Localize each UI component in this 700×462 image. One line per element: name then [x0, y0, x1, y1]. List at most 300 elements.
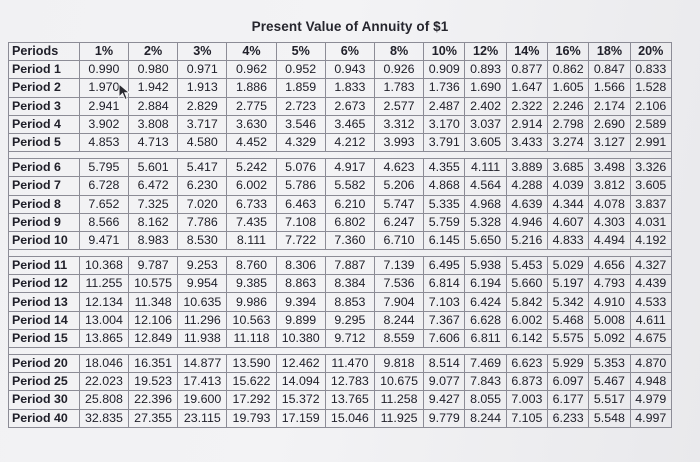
factor-cell: 3.717 — [178, 115, 227, 133]
factor-cell: 5.206 — [374, 177, 423, 195]
factor-cell: 0.926 — [374, 61, 423, 79]
factor-cell: 3.127 — [589, 133, 630, 151]
factor-cell: 5.467 — [589, 373, 630, 391]
factor-cell: 0.980 — [129, 61, 178, 79]
factor-cell: 7.904 — [374, 293, 423, 311]
factor-cell: 4.192 — [630, 231, 671, 249]
factor-cell: 12.783 — [325, 373, 374, 391]
factor-cell: 13.765 — [325, 391, 374, 409]
factor-cell: 4.564 — [465, 177, 506, 195]
annuity-table — [8, 42, 672, 428]
periods-column-header: Periods — [9, 43, 80, 61]
factor-cell: 4.979 — [630, 391, 671, 409]
factor-cell: 3.630 — [227, 115, 276, 133]
factor-cell: 2.322 — [506, 97, 547, 115]
factor-cell: 0.952 — [276, 61, 325, 79]
factor-cell: 0.962 — [227, 61, 276, 79]
factor-cell: 7.108 — [276, 213, 325, 231]
factor-cell: 13.865 — [79, 329, 128, 347]
factor-cell: 6.247 — [374, 213, 423, 231]
factor-cell: 6.873 — [506, 373, 547, 391]
factor-cell: 11.255 — [79, 275, 128, 293]
factor-cell: 7.003 — [506, 391, 547, 409]
factor-cell: 9.899 — [276, 311, 325, 329]
factor-cell: 5.353 — [589, 355, 630, 373]
factor-cell: 3.605 — [630, 177, 671, 195]
period-label: Period 7 — [9, 177, 80, 195]
factor-cell: 9.954 — [178, 275, 227, 293]
factor-cell: 6.463 — [276, 195, 325, 213]
factor-cell: 17.292 — [227, 391, 276, 409]
factor-cell: 3.433 — [506, 133, 547, 151]
period-label: Period 13 — [9, 293, 80, 311]
factor-cell: 6.230 — [178, 177, 227, 195]
factor-cell: 6.002 — [506, 311, 547, 329]
table-row — [9, 79, 672, 97]
factor-cell: 9.427 — [424, 391, 465, 409]
factor-cell: 2.402 — [465, 97, 506, 115]
period-label: Period 11 — [9, 257, 80, 275]
factor-cell: 3.274 — [548, 133, 589, 151]
factor-cell: 4.656 — [589, 257, 630, 275]
factor-cell: 2.775 — [227, 97, 276, 115]
rate-column-header: 12% — [465, 43, 506, 61]
table-row — [9, 159, 672, 177]
factor-cell: 7.887 — [325, 257, 374, 275]
factor-cell: 6.145 — [424, 231, 465, 249]
factor-cell: 5.929 — [548, 355, 589, 373]
factor-cell: 3.326 — [630, 159, 671, 177]
table-row — [9, 373, 672, 391]
rate-column-header: 5% — [276, 43, 325, 61]
factor-cell: 3.812 — [589, 177, 630, 195]
factor-cell: 8.244 — [374, 311, 423, 329]
mouse-pointer-icon — [118, 83, 132, 101]
factor-cell: 5.660 — [506, 275, 547, 293]
table-row — [9, 61, 672, 79]
factor-cell: 4.329 — [276, 133, 325, 151]
factor-cell: 9.385 — [227, 275, 276, 293]
factor-cell: 22.023 — [79, 373, 128, 391]
factor-cell: 12.462 — [276, 355, 325, 373]
factor-cell: 5.786 — [276, 177, 325, 195]
factor-cell: 4.580 — [178, 133, 227, 151]
factor-cell: 0.877 — [506, 61, 547, 79]
factor-cell: 9.779 — [424, 409, 465, 427]
factor-cell: 3.902 — [79, 115, 128, 133]
factor-cell: 4.853 — [79, 133, 128, 151]
factor-cell: 4.870 — [630, 355, 671, 373]
factor-cell: 1.783 — [374, 79, 423, 97]
factor-cell: 9.394 — [276, 293, 325, 311]
factor-cell: 5.468 — [548, 311, 589, 329]
period-label: Period 9 — [9, 213, 80, 231]
factor-cell: 9.787 — [129, 257, 178, 275]
factor-cell: 4.639 — [506, 195, 547, 213]
period-label: Period 20 — [9, 355, 80, 373]
factor-cell: 8.853 — [325, 293, 374, 311]
factor-cell: 6.177 — [548, 391, 589, 409]
factor-cell: 8.306 — [276, 257, 325, 275]
factor-cell: 2.884 — [129, 97, 178, 115]
period-label: Period 14 — [9, 311, 80, 329]
factor-cell: 7.103 — [424, 293, 465, 311]
factor-cell: 6.728 — [79, 177, 128, 195]
factor-cell: 19.793 — [227, 409, 276, 427]
factor-cell: 4.039 — [548, 177, 589, 195]
factor-cell: 5.548 — [589, 409, 630, 427]
factor-cell: 1.647 — [506, 79, 547, 97]
factor-cell: 3.312 — [374, 115, 423, 133]
factor-cell: 5.328 — [465, 213, 506, 231]
factor-cell: 6.424 — [465, 293, 506, 311]
factor-cell: 5.453 — [506, 257, 547, 275]
factor-cell: 2.991 — [630, 133, 671, 151]
factor-cell: 4.078 — [589, 195, 630, 213]
factor-cell: 1.886 — [227, 79, 276, 97]
rate-column-header: 10% — [424, 43, 465, 61]
factor-cell: 7.360 — [325, 231, 374, 249]
factor-cell: 2.246 — [548, 97, 589, 115]
rate-column-header: 14% — [506, 43, 547, 61]
rate-column-header: 4% — [227, 43, 276, 61]
factor-cell: 4.675 — [630, 329, 671, 347]
factor-cell: 3.685 — [548, 159, 589, 177]
factor-cell: 17.159 — [276, 409, 325, 427]
factor-cell: 11.925 — [374, 409, 423, 427]
factor-cell: 8.566 — [79, 213, 128, 231]
factor-cell: 7.536 — [374, 275, 423, 293]
factor-cell: 6.811 — [465, 329, 506, 347]
table-row — [9, 231, 672, 249]
factor-cell: 7.786 — [178, 213, 227, 231]
group-spacer-cell — [9, 152, 672, 159]
factor-cell: 4.910 — [589, 293, 630, 311]
period-label: Period 1 — [9, 61, 80, 79]
factor-cell: 3.170 — [424, 115, 465, 133]
group-spacer — [9, 250, 672, 257]
factor-cell: 8.530 — [178, 231, 227, 249]
rate-column-header: 2% — [129, 43, 178, 61]
factor-cell: 1.528 — [630, 79, 671, 97]
factor-cell: 4.494 — [589, 231, 630, 249]
period-label: Period 5 — [9, 133, 80, 151]
factor-cell: 6.733 — [227, 195, 276, 213]
factor-cell: 5.197 — [548, 275, 589, 293]
factor-cell: 7.325 — [129, 195, 178, 213]
factor-cell: 8.559 — [374, 329, 423, 347]
factor-cell: 3.889 — [506, 159, 547, 177]
factor-cell: 4.533 — [630, 293, 671, 311]
factor-cell: 6.628 — [465, 311, 506, 329]
factor-cell: 5.076 — [276, 159, 325, 177]
factor-cell: 1.970 — [79, 79, 128, 97]
factor-cell: 19.600 — [178, 391, 227, 409]
factor-cell: 22.396 — [129, 391, 178, 409]
factor-cell: 4.946 — [506, 213, 547, 231]
factor-cell: 4.997 — [630, 409, 671, 427]
table-row — [9, 177, 672, 195]
factor-cell: 0.990 — [79, 61, 128, 79]
factor-cell: 5.216 — [506, 231, 547, 249]
period-label: Period 8 — [9, 195, 80, 213]
period-label: Period 12 — [9, 275, 80, 293]
factor-cell: 3.465 — [325, 115, 374, 133]
factor-cell: 5.029 — [548, 257, 589, 275]
factor-cell: 12.849 — [129, 329, 178, 347]
period-label: Period 30 — [9, 391, 80, 409]
period-label: Period 3 — [9, 97, 80, 115]
factor-cell: 5.242 — [227, 159, 276, 177]
table-row — [9, 115, 672, 133]
factor-cell: 11.348 — [129, 293, 178, 311]
factor-cell: 1.913 — [178, 79, 227, 97]
factor-cell: 2.941 — [79, 97, 128, 115]
factor-cell: 4.623 — [374, 159, 423, 177]
factor-cell: 5.759 — [424, 213, 465, 231]
period-label: Period 40 — [9, 409, 80, 427]
group-spacer-cell — [9, 250, 672, 257]
table-row — [9, 195, 672, 213]
factor-cell: 4.111 — [465, 159, 506, 177]
factor-cell: 16.351 — [129, 355, 178, 373]
factor-cell: 5.747 — [374, 195, 423, 213]
table-row — [9, 355, 672, 373]
factor-cell: 8.384 — [325, 275, 374, 293]
factor-cell: 6.002 — [227, 177, 276, 195]
factor-cell: 9.712 — [325, 329, 374, 347]
factor-cell: 8.111 — [227, 231, 276, 249]
factor-cell: 10.675 — [374, 373, 423, 391]
factor-cell: 4.611 — [630, 311, 671, 329]
factor-cell: 8.162 — [129, 213, 178, 231]
period-label: Period 10 — [9, 231, 80, 249]
factor-cell: 11.470 — [325, 355, 374, 373]
factor-cell: 3.605 — [465, 133, 506, 151]
factor-cell: 14.094 — [276, 373, 325, 391]
period-label: Period 6 — [9, 159, 80, 177]
factor-cell: 2.723 — [276, 97, 325, 115]
group-spacer — [9, 348, 672, 355]
factor-cell: 1.605 — [548, 79, 589, 97]
factor-cell: 8.983 — [129, 231, 178, 249]
factor-cell: 4.793 — [589, 275, 630, 293]
factor-cell: 2.798 — [548, 115, 589, 133]
factor-cell: 1.859 — [276, 79, 325, 97]
factor-cell: 2.690 — [589, 115, 630, 133]
factor-cell: 9.077 — [424, 373, 465, 391]
factor-cell: 4.868 — [424, 177, 465, 195]
factor-cell: 7.367 — [424, 311, 465, 329]
factor-cell: 1.942 — [129, 79, 178, 97]
rate-column-header: 1% — [79, 43, 128, 61]
factor-cell: 4.355 — [424, 159, 465, 177]
rate-column-header: 16% — [548, 43, 589, 61]
factor-cell: 27.355 — [129, 409, 178, 427]
factor-cell: 5.650 — [465, 231, 506, 249]
factor-cell: 4.439 — [630, 275, 671, 293]
factor-cell: 11.118 — [227, 329, 276, 347]
factor-cell: 0.847 — [589, 61, 630, 79]
period-label: Period 25 — [9, 373, 80, 391]
factor-cell: 2.106 — [630, 97, 671, 115]
factor-cell: 6.472 — [129, 177, 178, 195]
factor-cell: 7.020 — [178, 195, 227, 213]
factor-cell: 15.046 — [325, 409, 374, 427]
factor-cell: 3.498 — [589, 159, 630, 177]
factor-cell: 10.575 — [129, 275, 178, 293]
factor-cell: 0.909 — [424, 61, 465, 79]
rate-column-header: 20% — [630, 43, 671, 61]
factor-cell: 0.862 — [548, 61, 589, 79]
factor-cell: 12.134 — [79, 293, 128, 311]
factor-cell: 25.808 — [79, 391, 128, 409]
factor-cell: 7.722 — [276, 231, 325, 249]
rate-column-header: 6% — [325, 43, 374, 61]
factor-cell: 7.843 — [465, 373, 506, 391]
factor-cell: 6.233 — [548, 409, 589, 427]
factor-cell: 10.368 — [79, 257, 128, 275]
factor-cell: 4.607 — [548, 213, 589, 231]
factor-cell: 10.563 — [227, 311, 276, 329]
factor-cell: 0.893 — [465, 61, 506, 79]
table-row — [9, 311, 672, 329]
factor-cell: 6.142 — [506, 329, 547, 347]
factor-cell: 6.194 — [465, 275, 506, 293]
table-title: Present Value of Annuity of $1 — [251, 19, 449, 34]
table-row — [9, 409, 672, 427]
factor-cell: 5.795 — [79, 159, 128, 177]
factor-cell: 6.802 — [325, 213, 374, 231]
factor-cell: 4.713 — [129, 133, 178, 151]
factor-cell: 3.993 — [374, 133, 423, 151]
factor-cell: 4.833 — [548, 231, 589, 249]
factor-cell: 6.210 — [325, 195, 374, 213]
factor-cell: 4.327 — [630, 257, 671, 275]
factor-cell: 2.673 — [325, 97, 374, 115]
factor-cell: 9.295 — [325, 311, 374, 329]
factor-cell: 2.577 — [374, 97, 423, 115]
factor-cell: 5.342 — [548, 293, 589, 311]
factor-cell: 4.303 — [589, 213, 630, 231]
factor-cell: 8.760 — [227, 257, 276, 275]
factor-cell: 0.833 — [630, 61, 671, 79]
factor-cell: 4.917 — [325, 159, 374, 177]
factor-cell: 5.517 — [589, 391, 630, 409]
factor-cell: 6.097 — [548, 373, 589, 391]
factor-cell: 4.968 — [465, 195, 506, 213]
factor-cell: 11.938 — [178, 329, 227, 347]
factor-cell: 6.814 — [424, 275, 465, 293]
factor-cell: 3.837 — [630, 195, 671, 213]
factor-cell: 7.469 — [465, 355, 506, 373]
factor-cell: 8.863 — [276, 275, 325, 293]
factor-cell: 2.487 — [424, 97, 465, 115]
factor-cell: 9.471 — [79, 231, 128, 249]
factor-cell: 6.710 — [374, 231, 423, 249]
factor-cell: 6.495 — [424, 257, 465, 275]
factor-cell: 8.514 — [424, 355, 465, 373]
factor-cell: 5.582 — [325, 177, 374, 195]
factor-cell: 4.288 — [506, 177, 547, 195]
factor-cell: 4.031 — [630, 213, 671, 231]
factor-cell: 2.829 — [178, 97, 227, 115]
factor-cell: 14.877 — [178, 355, 227, 373]
factor-cell: 10.635 — [178, 293, 227, 311]
rate-column-header: 18% — [589, 43, 630, 61]
factor-cell: 3.808 — [129, 115, 178, 133]
factor-cell: 2.914 — [506, 115, 547, 133]
factor-cell: 23.115 — [178, 409, 227, 427]
factor-cell: 18.046 — [79, 355, 128, 373]
factor-cell: 3.546 — [276, 115, 325, 133]
factor-cell: 5.601 — [129, 159, 178, 177]
factor-cell: 1.736 — [424, 79, 465, 97]
factor-cell: 6.623 — [506, 355, 547, 373]
factor-cell: 5.842 — [506, 293, 547, 311]
factor-cell: 5.575 — [548, 329, 589, 347]
factor-cell: 15.372 — [276, 391, 325, 409]
factor-cell: 1.690 — [465, 79, 506, 97]
factor-cell: 15.622 — [227, 373, 276, 391]
factor-cell: 9.253 — [178, 257, 227, 275]
factor-cell: 19.523 — [129, 373, 178, 391]
factor-cell: 7.139 — [374, 257, 423, 275]
factor-cell: 2.589 — [630, 115, 671, 133]
factor-cell: 5.092 — [589, 329, 630, 347]
factor-cell: 5.008 — [589, 311, 630, 329]
factor-cell: 1.566 — [589, 79, 630, 97]
factor-cell: 12.106 — [129, 311, 178, 329]
rate-column-header: 3% — [178, 43, 227, 61]
factor-cell: 5.335 — [424, 195, 465, 213]
factor-cell: 7.435 — [227, 213, 276, 231]
factor-cell: 8.244 — [465, 409, 506, 427]
factor-cell: 7.652 — [79, 195, 128, 213]
factor-cell: 5.938 — [465, 257, 506, 275]
factor-cell: 7.606 — [424, 329, 465, 347]
factor-cell: 0.943 — [325, 61, 374, 79]
factor-cell: 4.948 — [630, 373, 671, 391]
header-row — [9, 43, 672, 61]
table-row — [9, 391, 672, 409]
factor-cell: 4.212 — [325, 133, 374, 151]
factor-cell: 9.986 — [227, 293, 276, 311]
factor-cell: 9.818 — [374, 355, 423, 373]
factor-cell: 32.835 — [79, 409, 128, 427]
table-body — [9, 61, 672, 428]
factor-cell: 10.380 — [276, 329, 325, 347]
factor-cell: 11.296 — [178, 311, 227, 329]
factor-cell: 5.417 — [178, 159, 227, 177]
table-row — [9, 257, 672, 275]
factor-cell: 13.590 — [227, 355, 276, 373]
group-spacer — [9, 152, 672, 159]
table-row — [9, 275, 672, 293]
table-row — [9, 213, 672, 231]
factor-cell: 7.105 — [506, 409, 547, 427]
table-row — [9, 329, 672, 347]
factor-cell: 0.971 — [178, 61, 227, 79]
factor-cell: 8.055 — [465, 391, 506, 409]
factor-cell: 1.833 — [325, 79, 374, 97]
factor-cell: 17.413 — [178, 373, 227, 391]
factor-cell: 2.174 — [589, 97, 630, 115]
rate-column-header: 8% — [374, 43, 423, 61]
factor-cell: 11.258 — [374, 391, 423, 409]
period-label: Period 4 — [9, 115, 80, 133]
factor-cell: 13.004 — [79, 311, 128, 329]
